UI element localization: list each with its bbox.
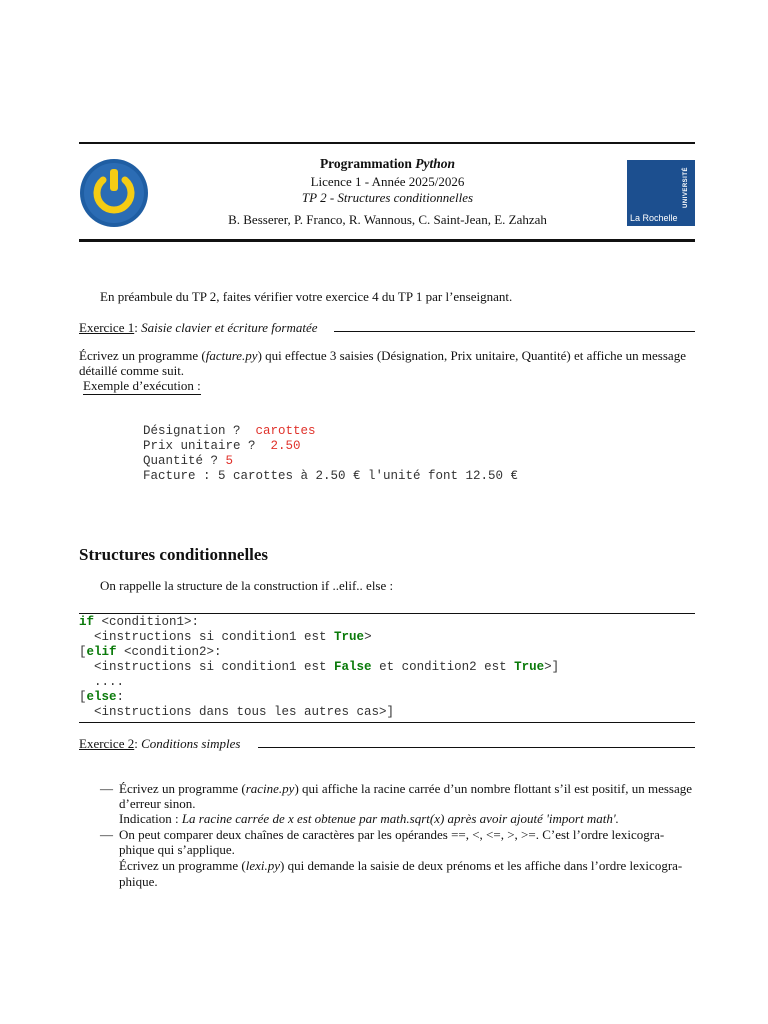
power-icon: [79, 158, 149, 228]
code-line-1: if <condition1>:: [79, 615, 200, 629]
section-recall: On rappelle la structure de la construction if ..elif.. else :: [100, 578, 394, 593]
code-line-6: [else:: [79, 690, 125, 704]
ex1-text-line2: détaillé comme suit.: [79, 363, 185, 378]
header-authors: B. Besserer, P. Franco, R. Wannous, C. Saint-Jean, E. Zahzah: [228, 212, 547, 227]
ex1-example-label: Exemple d’exécution :: [83, 378, 201, 393]
code-bottom-rule: [79, 722, 695, 723]
code-line-3: [elif <condition2>:: [79, 645, 222, 659]
university-vertical-text: UNIVERSITÉ: [683, 166, 689, 208]
preamble-text: En préambule du TP 2, faites vérifier votre exercice 4 du TP 1 par l’enseignant.: [100, 289, 513, 304]
ex2-bullet1-line2: d’erreur sinon.: [119, 796, 196, 811]
exec-line-4: Facture : 5 carottes à 2.50 € l'unité font 12.50 €: [143, 469, 519, 483]
exec-line-1: Désignation ? carottes: [143, 424, 316, 438]
code-line-2: <instructions si condition1 est True>: [79, 630, 372, 644]
university-name: La Rochelle: [630, 213, 678, 223]
exec-line-2: Prix unitaire ? 2.50: [143, 439, 301, 453]
ex1-rule: [334, 331, 695, 332]
ex1-title: Saisie clavier et écriture formatée: [141, 320, 318, 335]
header-tp-title: TP 2 - Structures conditionnelles: [301, 190, 474, 205]
header-subtitle: Licence 1 - Année 2025/2026: [310, 174, 465, 189]
ex1-heading: Exercice 1: Saisie clavier et écriture formatée: [79, 320, 318, 335]
header-top-rule: [79, 142, 695, 144]
exec-line-3: Quantité ? 5: [143, 454, 234, 468]
ex1-text-line1: Écrivez un programme (facture.py) qui effectue 3 saisies (Désignation, Prix unitaire, Quantité) et affiche un message: [79, 348, 686, 363]
ex2-bullet1-line1: Écrivez un programme (racine.py) qui affiche la racine carrée d’un nombre flottant s’il est positif, un message: [119, 781, 692, 796]
header-bottom-rule: [79, 239, 695, 242]
code-line-5: ....: [79, 675, 125, 689]
university-logo: [627, 160, 695, 226]
ex2-label: Exercice 2: [79, 736, 135, 751]
ex2-bullet1-dash: —: [100, 781, 113, 796]
ex2-rule: [258, 747, 695, 748]
ex2-bullet2-line1: On peut comparer deux chaînes de caractères par les opérandes ==, <, <=, >, >=. C’est l’ordre lexicogra-: [119, 827, 665, 842]
ex2-bullet2-line4: phique.: [119, 874, 158, 889]
code-line-7: <instructions dans tous les autres cas>]: [79, 705, 395, 719]
ex1-label: Exercice 1: [79, 320, 135, 335]
ex2-bullet2-line3: Écrivez un programme (lexi.py) qui demande la saisie de deux prénoms et les affiche dans l’ordre lexicogra-: [119, 858, 683, 873]
power-logo: [79, 158, 149, 228]
ex2-title: Conditions simples: [141, 736, 241, 751]
code-top-rule: [79, 613, 695, 614]
ex2-bullet2-line2: phique qui s’applique.: [119, 842, 235, 857]
header-title: Programmation Python: [319, 156, 456, 171]
section-heading: Structures conditionnelles: [79, 545, 269, 564]
ex2-heading: Exercice 2: Conditions simples: [79, 736, 241, 751]
code-line-4: <instructions si condition1 est False et condition2 est True>]: [79, 660, 560, 674]
ex2-bullet2-dash: —: [100, 827, 113, 842]
ex2-bullet1-hint: Indication : La racine carrée de x est obtenue par math.sqrt(x) après avoir ajouté 'import math'.: [119, 811, 619, 826]
